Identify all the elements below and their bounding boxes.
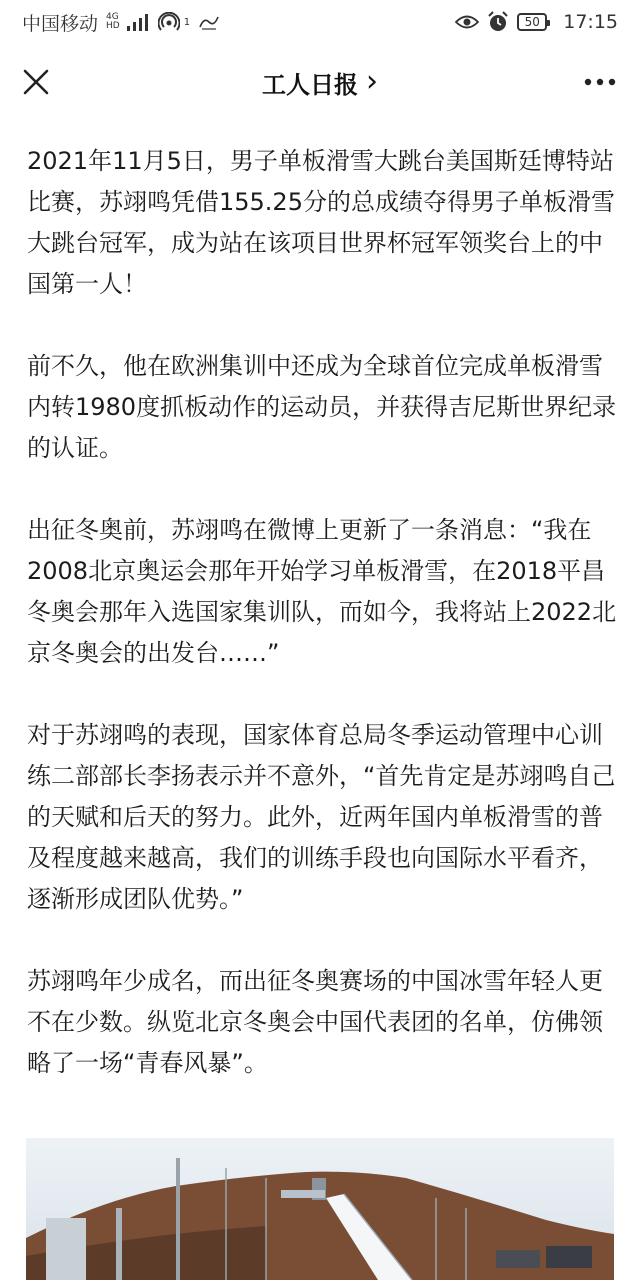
close-button[interactable] [18, 64, 54, 100]
article-paragraph: 对于苏翊鸣的表现，国家体育总局冬季运动管理中心训练二部部长李扬表示并不意外，“首先肯定是苏翊鸣自己的天赋和后天的努力。此外，近两年国内单板滑雪的普及程度越来越高，我们的训练手段也向国际水平看齐，逐渐形成团队优势。” [27, 721, 616, 913]
article-paragraph: 前不久，他在欧洲集训中还成为全球首位完成单板滑雪内转1980度抓板动作的运动员，并获得吉尼斯世界纪录的认证。 [27, 352, 617, 462]
clock: 17:15 [563, 11, 618, 33]
alarm-icon [487, 11, 509, 33]
carrier-label: 中国移动 [22, 12, 99, 35]
eye-comfort-icon [455, 14, 479, 30]
close-icon [23, 69, 49, 95]
battery-level: 50 [524, 15, 540, 29]
more-icon [584, 78, 616, 86]
article-body [27, 141, 617, 1125]
hotspot-badge: 1 [183, 16, 191, 28]
top-navigation-bar [0, 50, 640, 114]
more-options-button[interactable] [582, 64, 618, 100]
battery-icon [517, 13, 547, 31]
status-left [22, 9, 220, 36]
page-title: 工人日报 [262, 70, 358, 99]
chevron-right-icon: › [366, 64, 378, 99]
status-bar [0, 0, 640, 44]
status-right [455, 11, 618, 33]
ski-jump-photo[interactable] [26, 1138, 614, 1280]
article-paragraph: 出征冬奥前，苏翊鸣在微博上更新了一条消息：“我在2008北京奥运会那年开始学习单板滑雪，在2018平昌冬奥会那年入选国家集训队，而如今，我将站上2022北京冬奥会的出发台……” [27, 516, 617, 667]
signal-icon [126, 13, 150, 31]
article-paragraph: 2021年11月5日，男子单板滑雪大跳台美国斯廷博特站比赛，苏翊鸣凭借155.25分的总成绩夺得男子单板滑雪大跳台冠军，成为站在该项目世界杯冠军领奖台上的中国第一人！ [27, 147, 615, 298]
hotspot-icon [158, 12, 180, 32]
network-type-tag: 4G HD [106, 12, 120, 31]
account-title-link[interactable] [262, 65, 378, 100]
article-paragraph: 苏翊鸣年少成名，而出征冬奥赛场的中国冰雪年轻人更不在少数。纵览北京冬奥会中国代表团的名单，仿佛领略了一场“青春风暴”。 [27, 967, 603, 1077]
notification-icon [198, 13, 220, 31]
